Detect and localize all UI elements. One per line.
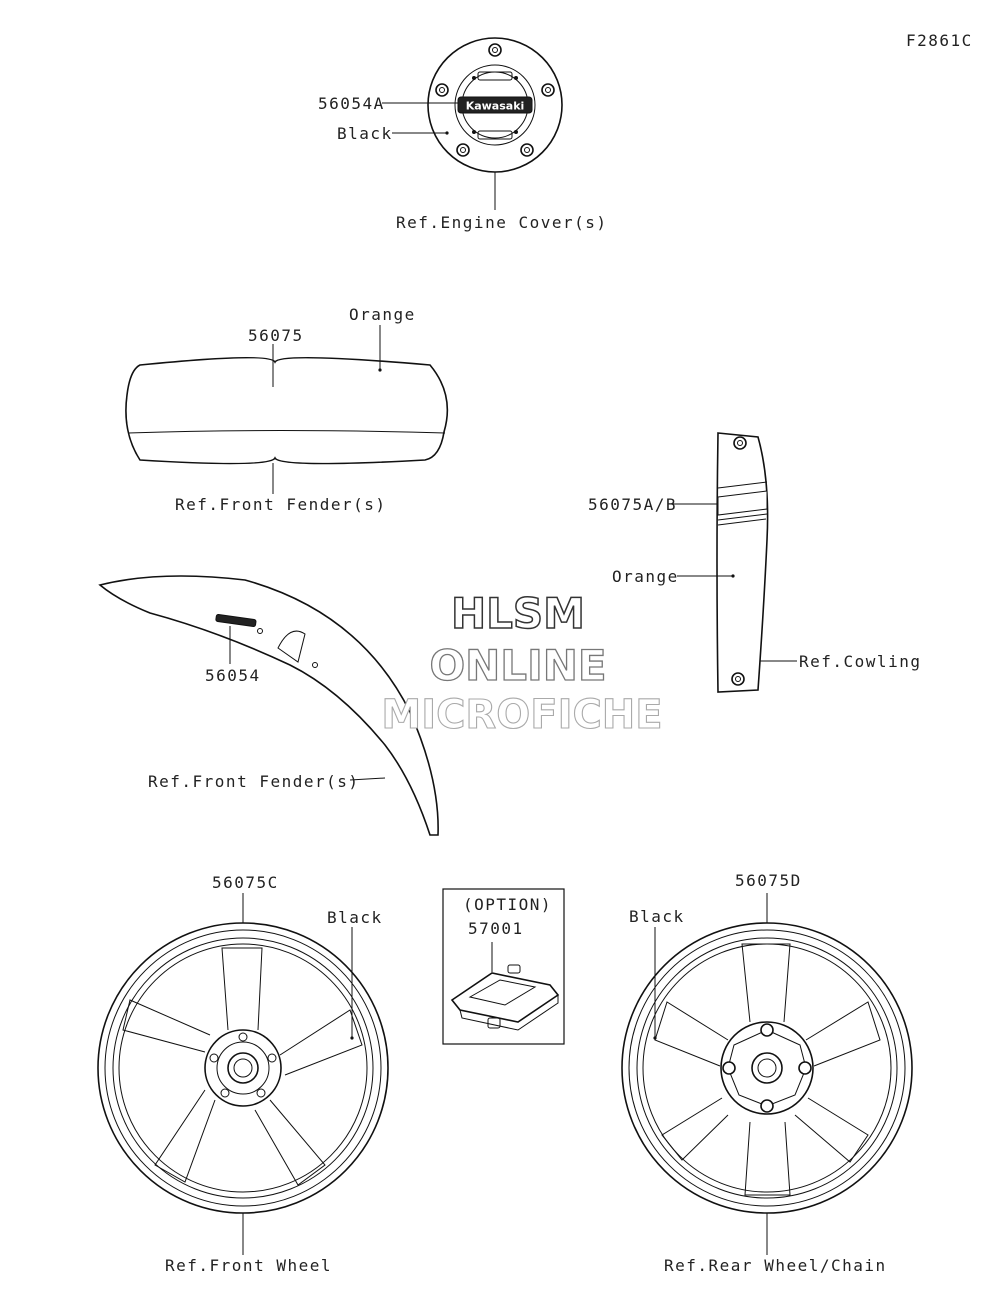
figure-id: F2861C (906, 31, 973, 50)
watermark-line2: ONLINE (429, 641, 607, 690)
front-fender-side-ref: Ref.Front Fender(s) (148, 772, 360, 791)
cowling-ref: Ref.Cowling (799, 652, 922, 671)
front-fender-top-part-number: 56075 (248, 326, 304, 345)
rear-wheel-ref: Ref.Rear Wheel/Chain (664, 1256, 887, 1275)
kawasaki-logo-text: Kawasaki (465, 99, 525, 113)
cowling-color: Orange (612, 567, 679, 586)
engine-cover-part-number: 56054A (318, 94, 385, 113)
cowling-part-number: 56075A/B (588, 495, 678, 514)
watermark-line3: MICROFICHE (381, 692, 663, 738)
front-fender-top-color: Orange (349, 305, 416, 324)
watermark (381, 589, 662, 738)
front-wheel-part-number: 56075C (212, 873, 279, 892)
front-wheel-color: Black (327, 908, 383, 927)
rear-wheel (622, 923, 912, 1213)
option-label: (OPTION) (463, 895, 553, 914)
engine-cover-ref: Ref.Engine Cover(s) (396, 213, 608, 232)
rear-wheel-color: Black (629, 907, 685, 926)
engine-cover-color: Black (337, 124, 393, 143)
rear-wheel-part-number: 56075D (735, 871, 802, 890)
front-wheel (98, 923, 388, 1213)
option-box (443, 889, 564, 1044)
watermark-line1: HLSM (451, 589, 585, 638)
front-fender-top-ref: Ref.Front Fender(s) (175, 495, 387, 514)
front-fender-side-part-number: 56054 (205, 666, 261, 685)
option-part-number: 57001 (468, 919, 524, 938)
front-fender-top-view (126, 358, 447, 464)
cowling (717, 433, 768, 692)
front-wheel-ref: Ref.Front Wheel (165, 1256, 332, 1275)
engine-cover (428, 38, 562, 172)
